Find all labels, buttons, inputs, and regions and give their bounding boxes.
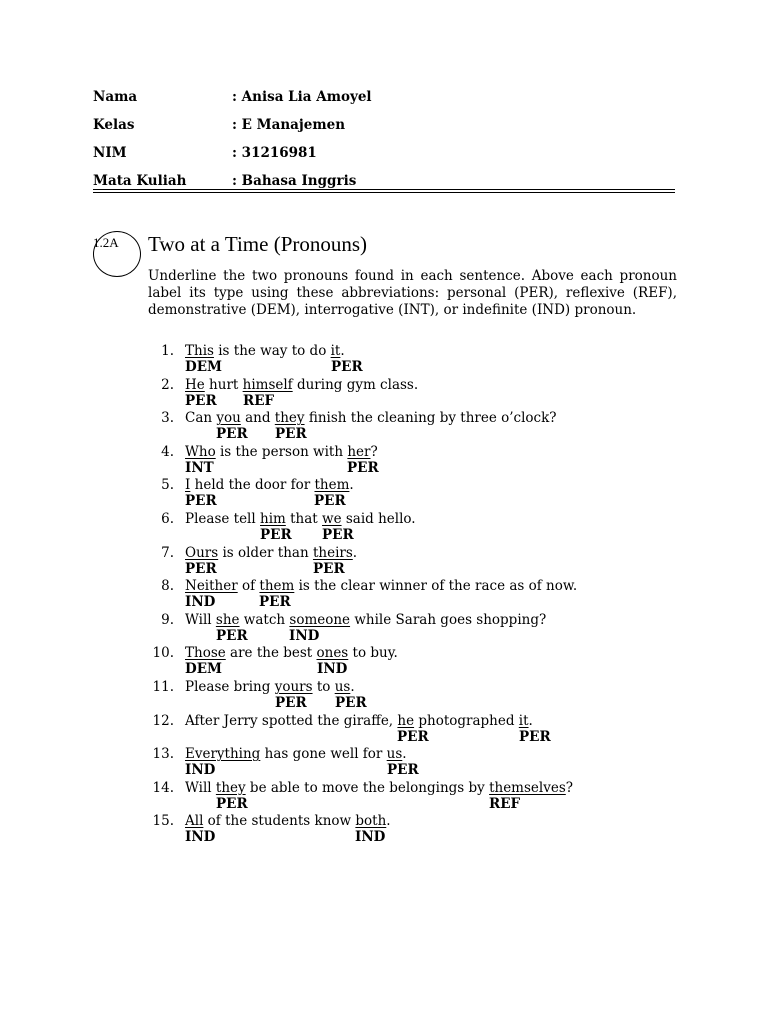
sentence-text: is the person with — [215, 443, 348, 460]
sentence-text: be able to move the belongings by — [245, 779, 490, 796]
pronoun-type-label: PER — [185, 392, 217, 409]
underlined-pronoun: it — [518, 712, 529, 729]
item-number: 7. — [161, 544, 174, 561]
underlined-pronoun: us — [334, 679, 351, 695]
list-item — [0, 679, 768, 713]
sentence-text: said hello. — [341, 511, 416, 527]
item-number: 12. — [152, 712, 174, 729]
list-item — [0, 813, 768, 847]
sentence-text: during gym class. — [292, 376, 419, 393]
sentence-text: that — [285, 511, 323, 527]
pronoun-type-label: IND — [317, 661, 348, 678]
underlined-pronoun: it — [330, 343, 341, 359]
pronoun-type-label: REF — [243, 392, 275, 409]
underlined-pronoun: you — [216, 410, 241, 427]
sentence-text: are the best — [225, 645, 317, 662]
pronoun-type-label: PER — [322, 527, 354, 543]
item-sentence — [185, 545, 357, 561]
sentence-text: . — [340, 343, 345, 359]
sentence-text: ? — [370, 443, 378, 460]
sentence-text: . — [350, 679, 355, 695]
list-item — [0, 545, 768, 579]
list-item — [0, 377, 768, 411]
underlined-pronoun: theirs — [312, 544, 353, 561]
sentence-text: to buy. — [348, 645, 398, 662]
nim-value: : 31216981 — [232, 145, 317, 161]
sentence-text: watch — [239, 611, 290, 628]
name-value: : Anisa Lia Amoyel — [232, 89, 372, 105]
item-sentence — [185, 444, 378, 460]
list-item — [0, 612, 768, 646]
item-sentence — [185, 343, 345, 359]
list-item — [0, 713, 768, 747]
item-sentence — [185, 645, 398, 661]
nim-label: NIM — [93, 145, 127, 161]
exercise-id: 1.2A — [93, 235, 119, 250]
pronoun-type-label: PER — [216, 795, 248, 812]
underlined-pronoun: ones — [316, 645, 349, 662]
pronoun-type-label: PER — [347, 459, 379, 476]
item-number: 10. — [152, 645, 174, 662]
sentence-text: . — [349, 477, 354, 494]
list-item — [0, 578, 768, 612]
pronoun-type-label: PER — [216, 426, 248, 443]
underlined-pronoun: someone — [289, 611, 351, 628]
list-item — [0, 477, 768, 511]
class-value: : E Manajemen — [232, 117, 346, 133]
item-sentence — [185, 746, 407, 762]
underlined-pronoun: us — [386, 746, 403, 763]
item-sentence — [185, 410, 557, 426]
sentence-text: is older than — [218, 544, 313, 561]
sentence-text: ? — [565, 779, 574, 796]
underlined-pronoun: she — [215, 611, 240, 628]
item-sentence — [185, 813, 391, 829]
pronoun-type-label: IND — [185, 829, 216, 846]
item-number: 6. — [161, 511, 174, 527]
item-number: 13. — [152, 746, 174, 763]
item-number: 14. — [152, 779, 174, 796]
pronoun-type-label: IND — [185, 762, 216, 779]
underlined-pronoun: Ours — [185, 544, 219, 561]
sentence-text: of — [237, 578, 260, 595]
pronoun-type-label: DEM — [185, 359, 222, 375]
sentence-text: Will — [185, 611, 216, 628]
item-number: 11. — [152, 679, 174, 695]
underlined-pronoun: her — [347, 443, 371, 460]
pronoun-type-label: PER — [397, 728, 429, 745]
sentence-text: Will — [185, 779, 216, 796]
list-item — [0, 511, 768, 545]
pronoun-type-label: DEM — [185, 661, 222, 678]
item-number: 5. — [161, 477, 174, 494]
sentence-text: . — [386, 813, 391, 830]
list-item — [0, 444, 768, 478]
pronoun-type-label: PER — [335, 695, 367, 711]
pronoun-type-label: PER — [275, 426, 307, 443]
sentence-text: After Jerry spotted the giraffe, — [185, 712, 398, 729]
sentence-text: . — [528, 712, 533, 729]
item-number: 4. — [161, 443, 174, 460]
pronoun-type-label: IND — [185, 594, 216, 611]
sentence-text: is the way to do — [213, 343, 331, 359]
underlined-pronoun: himself — [242, 376, 293, 393]
list-item — [0, 746, 768, 780]
sentence-text: Please tell — [185, 511, 260, 527]
item-sentence — [185, 377, 418, 393]
item-sentence — [185, 612, 546, 628]
pronoun-type-label: PER — [314, 493, 346, 510]
sentence-text: and — [240, 410, 275, 427]
item-sentence — [185, 477, 354, 493]
underlined-pronoun: Neither — [185, 578, 238, 595]
underlined-pronoun: Who — [185, 443, 216, 460]
sentence-text: Can — [185, 410, 217, 427]
sentence-text: while Sarah goes shopping? — [350, 611, 547, 628]
header-divider-top — [93, 189, 675, 190]
pronoun-type-label: PER — [313, 560, 345, 577]
pronoun-type-label: PER — [331, 359, 363, 375]
underlined-pronoun: I — [185, 477, 191, 494]
pronoun-type-label: REF — [489, 795, 521, 812]
exercise-instructions: Underline the two pronouns found in each sentence. Above each pronoun label its type using these abbreviations: personal (PER), reflexive (REF), demonstrative (DEM), interrogative (INT), or indefinite (IND) pronoun. — [148, 268, 677, 318]
underlined-pronoun: both — [355, 813, 387, 830]
underlined-pronoun: themselves — [489, 779, 566, 796]
item-sentence — [185, 713, 533, 729]
underlined-pronoun: they — [215, 779, 246, 796]
sentence-text: is the clear winner of the race as of now. — [294, 578, 578, 595]
item-sentence — [185, 679, 355, 695]
pronoun-type-label: PER — [387, 762, 419, 779]
item-number: 1. — [161, 343, 174, 359]
underlined-pronoun: Those — [185, 645, 226, 662]
name-label: Nama — [93, 89, 138, 105]
pronoun-type-label: INT — [185, 459, 214, 476]
course-label: Mata Kuliah — [93, 173, 187, 189]
sentence-text: held the door for — [190, 477, 315, 494]
list-item — [0, 410, 768, 444]
underlined-pronoun: they — [274, 410, 305, 427]
sentence-text: hurt — [204, 376, 243, 393]
item-number: 8. — [161, 578, 174, 595]
item-number: 15. — [152, 813, 174, 830]
pronoun-type-label: PER — [519, 728, 551, 745]
list-item — [0, 343, 768, 377]
pronoun-type-label: PER — [275, 695, 307, 711]
pronoun-type-label: IND — [355, 829, 386, 846]
sentence-text: . — [352, 544, 358, 561]
underlined-pronoun: we — [322, 511, 342, 527]
sentence-text: Please bring — [185, 679, 275, 695]
underlined-pronoun: them — [259, 578, 295, 595]
underlined-pronoun: This — [185, 343, 214, 359]
underlined-pronoun: He — [185, 376, 205, 393]
underlined-pronoun: he — [397, 712, 415, 729]
sentence-text: photographed — [414, 712, 519, 729]
sentence-text: of the students know — [203, 813, 356, 830]
item-number: 2. — [161, 376, 174, 393]
item-number: 3. — [161, 410, 174, 427]
item-number: 9. — [161, 611, 174, 628]
item-sentence — [185, 511, 416, 527]
pronoun-type-label: PER — [259, 594, 291, 611]
sentence-text: . — [402, 746, 407, 763]
exercise-title: Two at a Time (Pronouns) — [148, 232, 368, 256]
list-item — [0, 645, 768, 679]
sentence-text: finish the cleaning by three o’clock? — [304, 410, 557, 427]
underlined-pronoun: him — [260, 511, 286, 527]
sentence-text: to — [312, 679, 335, 695]
underlined-pronoun: Everything — [185, 746, 261, 763]
pronoun-type-label: PER — [185, 493, 217, 510]
header-divider-bottom — [93, 192, 675, 193]
underlined-pronoun: yours — [274, 679, 313, 695]
item-sentence — [185, 780, 573, 796]
pronoun-type-label: PER — [260, 527, 292, 543]
pronoun-type-label: IND — [289, 627, 320, 644]
sentence-text: has gone well for — [260, 746, 387, 763]
underlined-pronoun: All — [185, 813, 204, 830]
pronoun-type-label: PER — [185, 560, 217, 577]
course-value: : Bahasa Inggris — [232, 173, 357, 189]
class-label: Kelas — [93, 117, 135, 133]
underlined-pronoun: them — [314, 477, 350, 494]
item-sentence — [185, 578, 577, 594]
pronoun-type-label: PER — [216, 627, 248, 644]
list-item — [0, 780, 768, 814]
